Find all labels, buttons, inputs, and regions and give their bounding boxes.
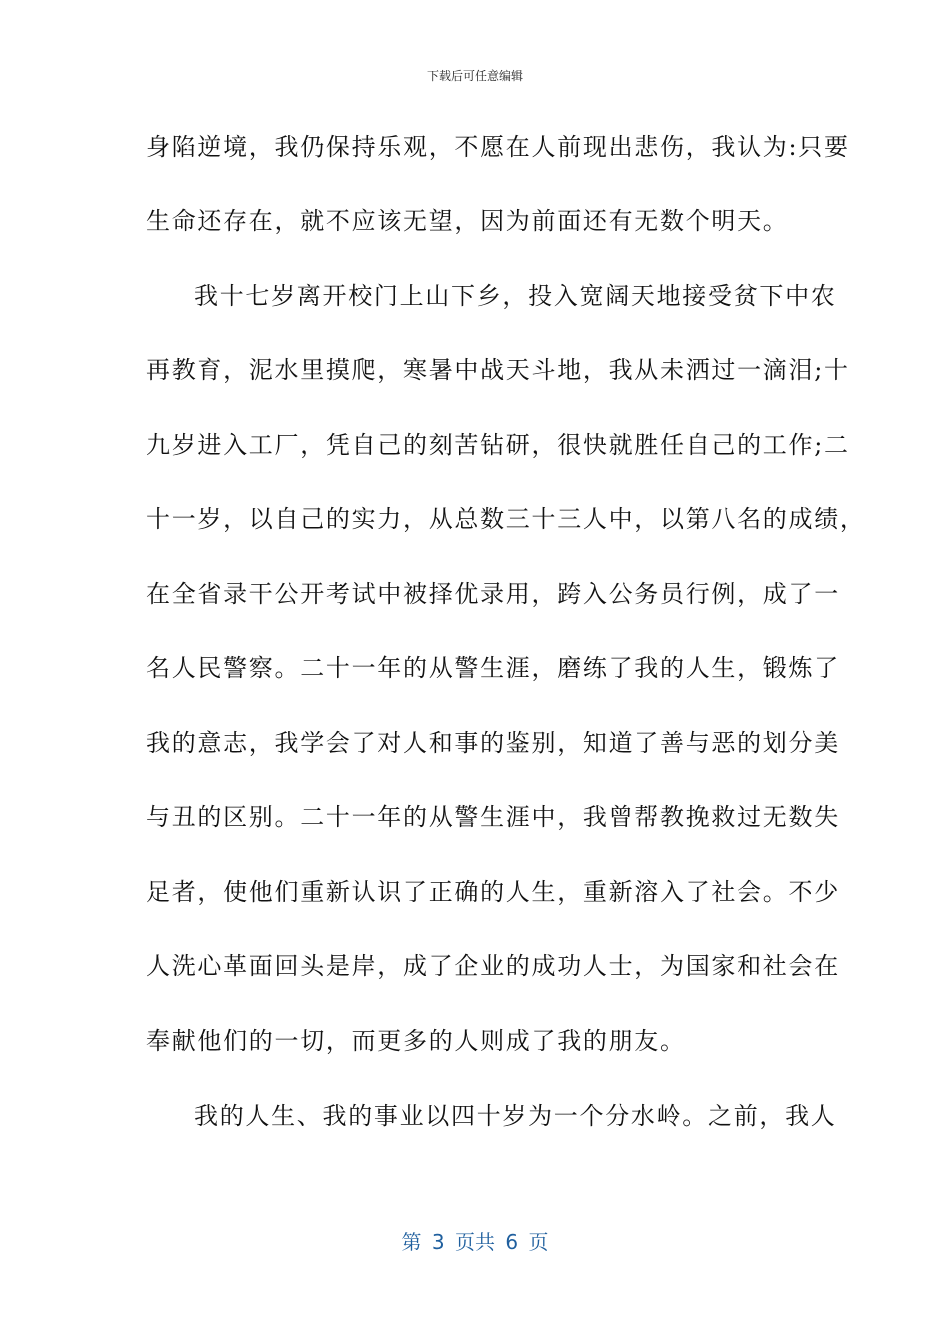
text-line: 身陷逆境，我仍保持乐观，不愿在人前现出悲伤，我认为:只要 (146, 133, 850, 161)
text-line: 名人民警察。二十一年的从警生涯，磨练了我的人生，锻炼了 (146, 654, 840, 682)
text-line: 人洗心革面回头是岸，成了企业的成功人士，为国家和社会在 (146, 952, 840, 980)
page-footer (0, 1226, 950, 1255)
current-page-number: 3 (431, 1230, 445, 1254)
footer-suffix: 页 (528, 1230, 549, 1254)
footer-prefix: 第 (401, 1230, 422, 1254)
text-line: 与丑的区别。二十一年的从警生涯中，我曾帮教挽救过无数失 (146, 803, 840, 831)
text-line: 在全省录干公开考试中被择优录用，跨入公务员行例，成了一 (146, 580, 840, 608)
text-line: 九岁进入工厂，凭自己的刻苦钻研，很快就胜任自己的工作;二 (146, 431, 850, 459)
page-header: 下载后可任意编辑 (426, 69, 523, 83)
footer-middle: 页共 (455, 1230, 495, 1254)
text-line: 奉献他们的一切，而更多的人则成了我的朋友。 (146, 1027, 686, 1055)
text-line: 我的意志，我学会了对人和事的鉴别，知道了善与恶的划分美 (146, 729, 840, 757)
text-line: 足者，使他们重新认识了正确的人生，重新溶入了社会。不少 (146, 878, 840, 906)
text-line: 生命还存在，就不应该无望，因为前面还有无数个明天。 (146, 207, 789, 235)
text-line: 再教育，泥水里摸爬，寒暑中战天斗地，我从未洒过一滴泪;十 (146, 356, 850, 384)
text-line: 十一岁，以自己的实力，从总数三十三人中，以第八名的成绩， (146, 505, 866, 533)
total-pages-number: 6 (505, 1230, 519, 1254)
paragraph-first-line: 我的人生、我的事业以四十岁为一个分水岭。之前，我人 (194, 1102, 837, 1130)
paragraph-first-line: 我十七岁离开校门上山下乡，投入宽阔天地接受贫下中农 (194, 282, 837, 310)
